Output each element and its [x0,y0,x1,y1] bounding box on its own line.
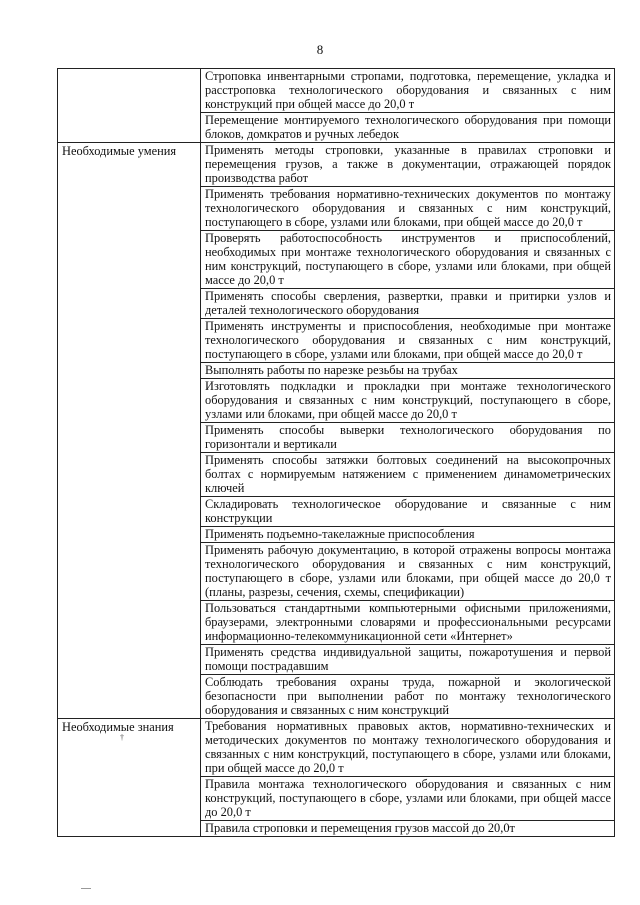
description-cell: Применять рабочую документацию, в которой отражены вопросы монтажа технологического оборудования и связанных с ним конструкций, поступающего в сборе, узлами или блоками, при общей массе до 20,0 т (планы, разрезы, сечения, схемы, спецификации) [201,543,615,601]
description-cell: Выполнять работы по нарезке резьбы на трубах [201,363,615,379]
description-cell: Применять способы сверления, развертки, правки и притирки узлов и деталей технологического оборудования [201,289,615,319]
description-cell: Применять способы затяжки болтовых соединений на высокопрочных болтах с нормируемым натяжением с применением динамометрических ключей [201,453,615,497]
description-cell: Складировать технологическое оборудование и связанные с ним конструкции [201,497,615,527]
description-cell: Изготовлять подкладки и прокладки при монтаже технологического оборудования и связанных с ним конструкций, поступающего в сборе, узлами или блоками, при общей массе до 20,0 т [201,379,615,423]
table-row [58,719,615,777]
requirements-table-body [58,69,615,837]
description-cell: Перемещение монтируемого технологического оборудования при помощи блоков, домкратов и ручных лебедок [201,113,615,143]
requirements-table [57,68,615,837]
category-label [62,69,197,70]
description-cell: Применять подъемно-такелажные приспособления [201,527,615,543]
page-number: 8 [316,42,324,57]
category-cell [58,719,201,837]
description-cell: Применять средства индивидуальной защиты, пожаротушения и первой помощи пострадавшим [201,645,615,675]
description-cell: Правила монтажа технологического оборудования и связанных с ним конструкций, поступающего в сборе, узлами или блоками, при общей массе до 20,0 т [201,777,615,821]
table-row [58,143,615,187]
description-cell: Проверять работоспособность инструментов и приспособлений, необходимых при монтаже технологического оборудования и связанных с ним конструкций, поступающего в сборе, узлами или блоками, при общей массе до 20,0 т [201,231,615,289]
category-cell [58,69,201,143]
category-cell [58,143,201,719]
description-cell: Применять инструменты и приспособления, необходимые при монтаже технологического оборудования и связанных с ним конструкций, поступающего в сборе, узлами или блоками, при общей массе до 20,0 т [201,319,615,363]
description-cell: Строповка инвентарными стропами, подготовка, перемещение, укладка и расстроповка технологического оборудования и связанных с ним конструкций при общей массе до 20,0 т [201,69,615,113]
scan-mark [81,888,91,889]
description-cell: Применять требования нормативно-технических документов по монтажу технологического оборудования и связанных с ним конструкций, поступающего в сборе, узлами или блоками, при общей массе до 20,0 т [201,187,615,231]
scan-tick-mark: † [120,733,124,742]
table-row [58,69,615,113]
category-label: Необходимые знания [62,720,174,734]
description-cell: Требования нормативных правовых актов, нормативно-технических и методических документов по монтажу технологического оборудования и связанных с ним конструкций, поступающего в сборе, узлами или блоками, при общей массе до 20,0 т [201,719,615,777]
description-cell: Соблюдать требования охраны труда, пожарной и экологической безопасности при выполнении работ по монтажу технологического оборудования и связанных с ним конструкций [201,675,615,719]
category-label: Необходимые умения [62,144,177,158]
description-cell: Пользоваться стандартными компьютерными офисными приложениями, браузерами, электронными словарями и профессиональными ресурсами информационно-телекоммуникационной сети «Интернет» [201,601,615,645]
description-cell: Применять методы строповки, указанные в правилах строповки и перемещения грузов, а также в документации, отражающей порядок производства работ [201,143,615,187]
description-cell: Применять способы выверки технологического оборудования по горизонтали и вертикали [201,423,615,453]
description-cell: Правила строповки и перемещения грузов массой до 20,0т [201,821,615,837]
